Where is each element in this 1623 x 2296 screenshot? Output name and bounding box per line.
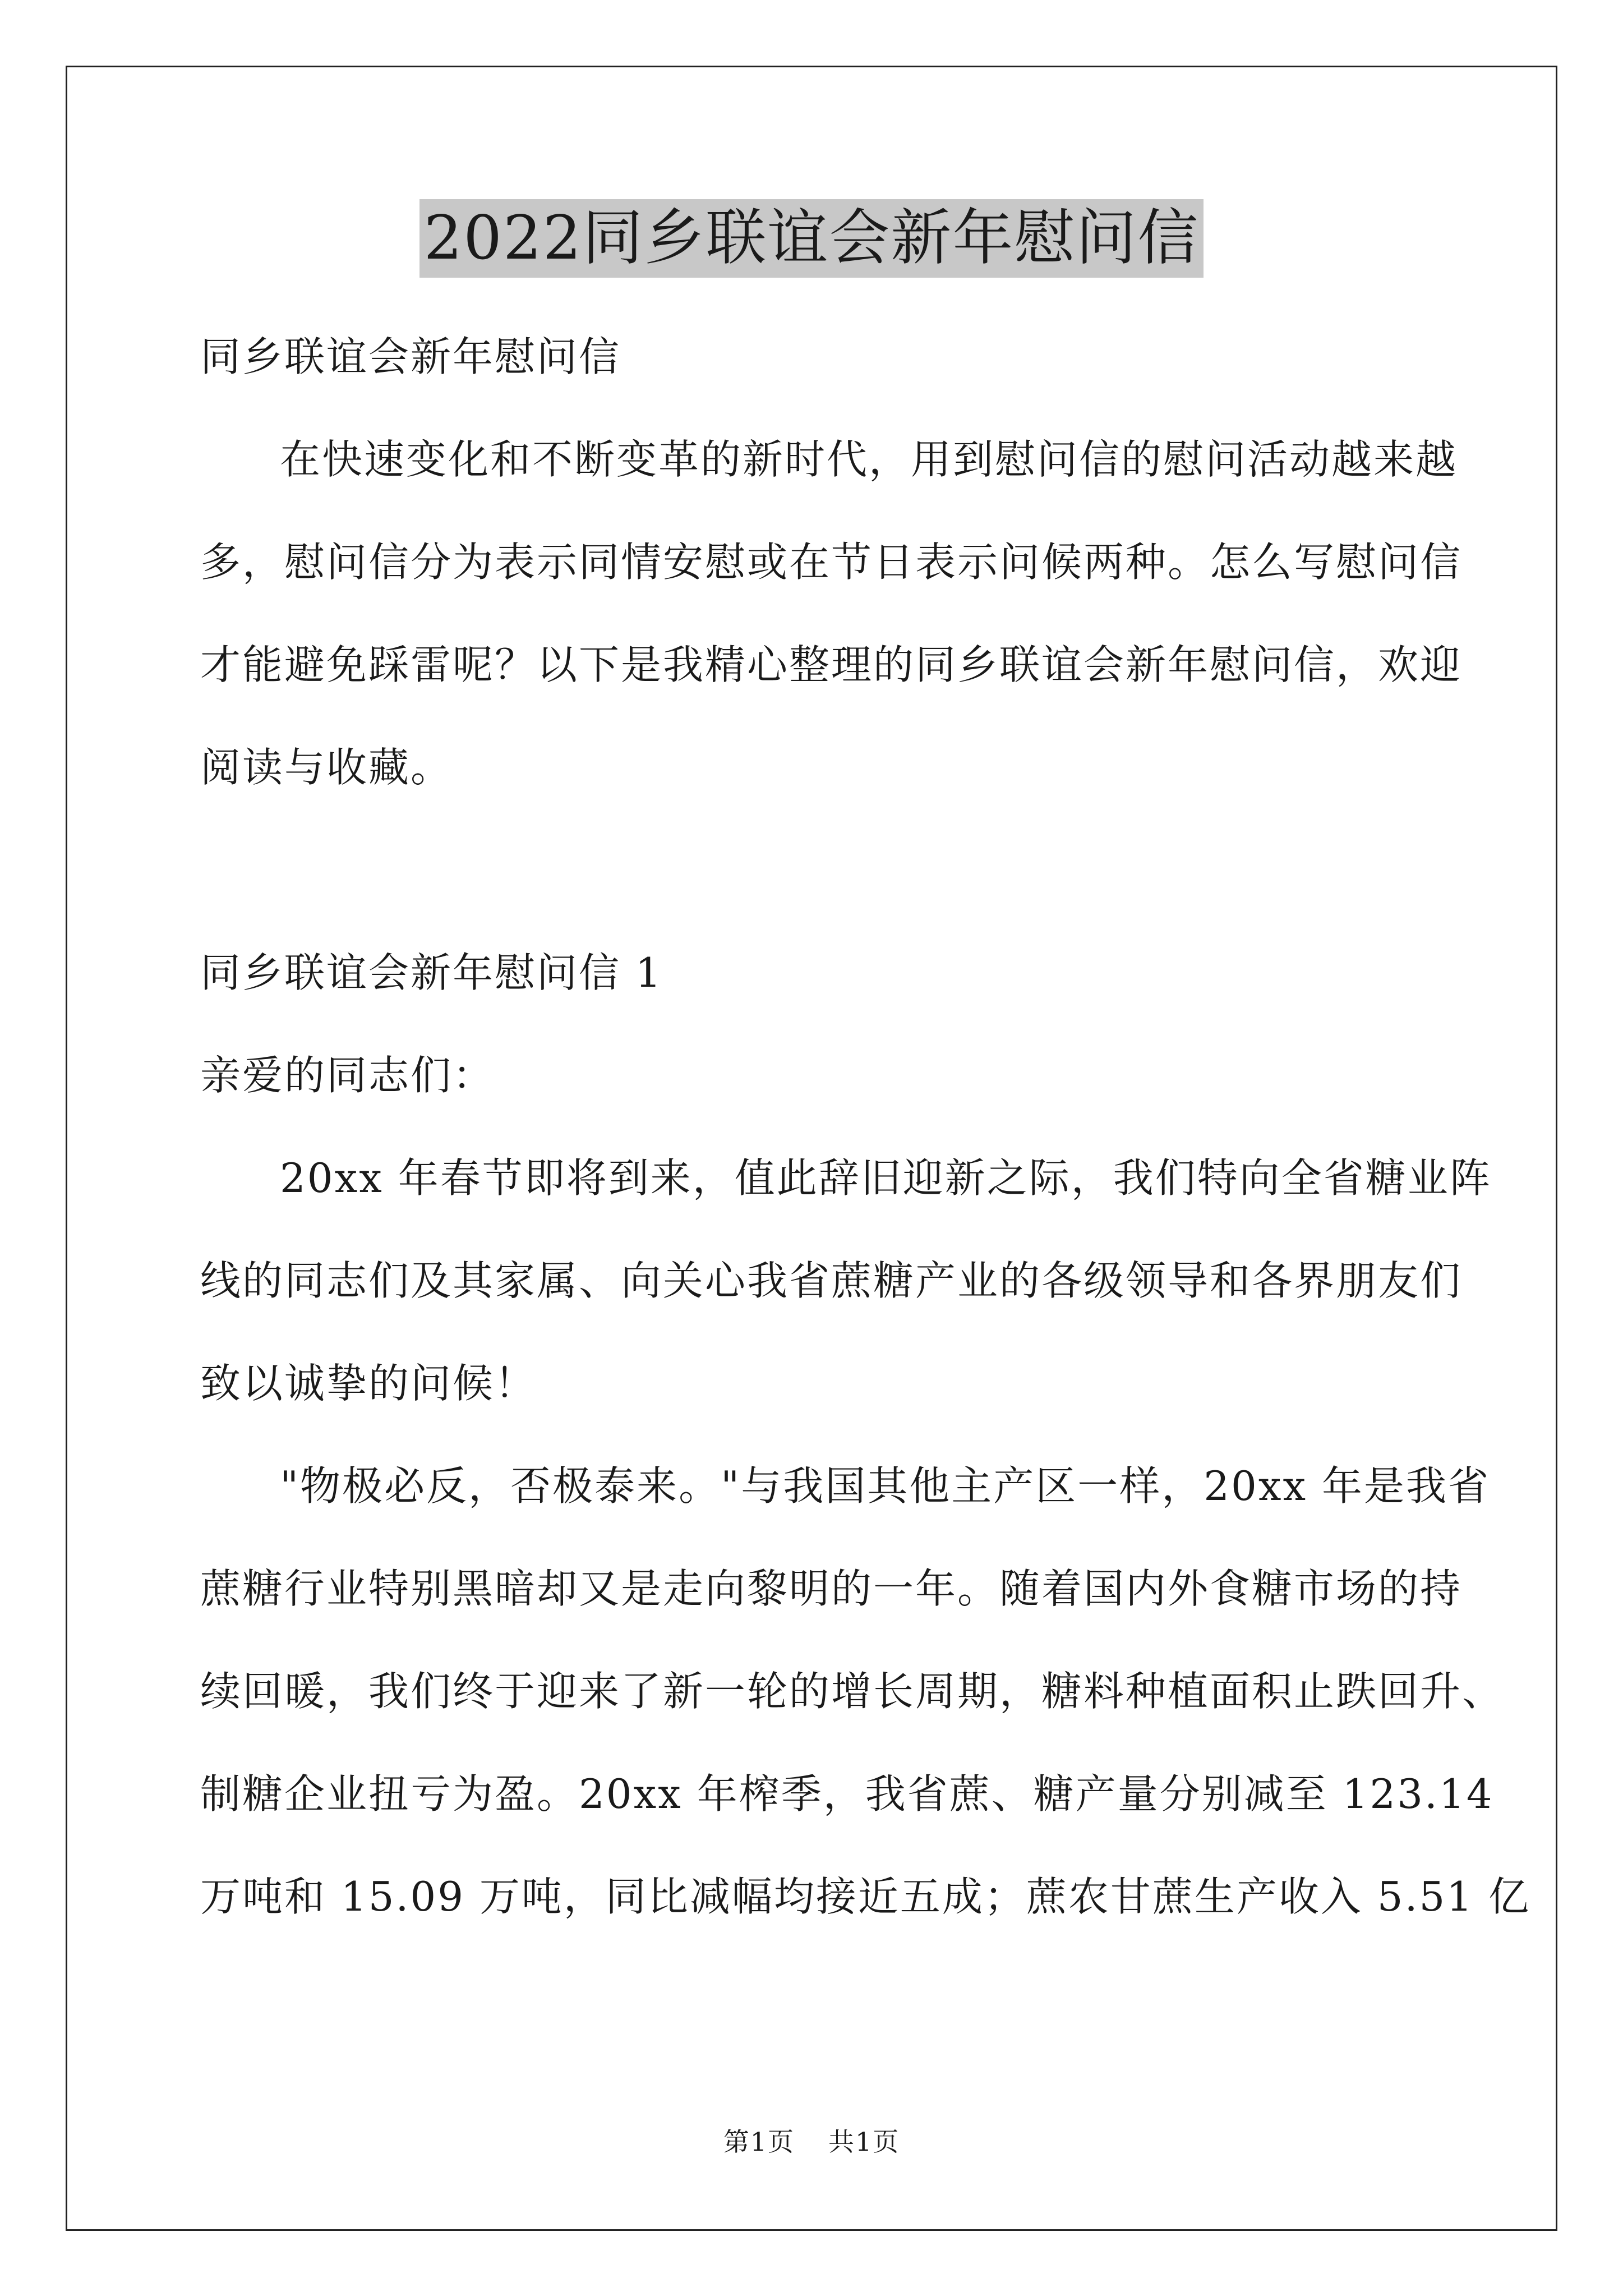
salutation: 亲爱的同志们： bbox=[200, 1052, 495, 1099]
page-footer bbox=[0, 2125, 1623, 2159]
page-number-total: 共1页 bbox=[828, 2127, 900, 2157]
paragraph2-line: 蔗糖行业特别黑暗却又是走向黎明的一年。随着国内外食糖市场的持 bbox=[200, 1565, 1463, 1612]
paragraph2-line: "物极必反，否极泰来。"与我国其他主产区一样，20xx 年是我省 bbox=[280, 1462, 1490, 1510]
title-container bbox=[0, 199, 1623, 278]
intro-line: 在快速变化和不断变革的新时代，用到慰问信的慰问活动越来越 bbox=[280, 436, 1458, 483]
page-number-current: 第1页 bbox=[723, 2127, 795, 2157]
intro-line: 才能避免踩雷呢？以下是我精心整理的同乡联谊会新年慰问信，欢迎 bbox=[200, 641, 1463, 688]
paragraph1-line: 20xx 年春节即将到来，值此辞旧迎新之际，我们特向全省糖业阵 bbox=[280, 1154, 1492, 1202]
document-body bbox=[200, 306, 1530, 1948]
section-heading: 同乡联谊会新年慰问信 1 bbox=[200, 949, 663, 996]
paragraph2-line: 续回暖，我们终于迎来了新一轮的增长周期，糖料种植面积止跌回升、 bbox=[200, 1668, 1505, 1715]
subtitle: 同乡联谊会新年慰问信 bbox=[200, 333, 621, 380]
paragraph1-line: 致以诚挚的问候！ bbox=[200, 1360, 537, 1407]
paragraph1-line: 线的同志们及其家属、向关心我省蔗糖产业的各级领导和各界朋友们 bbox=[200, 1257, 1463, 1304]
intro-line: 多，慰问信分为表示同情安慰或在节日表示问候两种。怎么写慰问信 bbox=[200, 539, 1463, 586]
intro-line: 阅读与收藏。 bbox=[200, 744, 453, 791]
paragraph2-line: 万吨和 15.09 万吨，同比减幅均接近五成；蔗农甘蔗生产收入 5.51 亿 bbox=[200, 1873, 1530, 1920]
paragraph2-line: 制糖企业扭亏为盈。20xx 年榨季，我省蔗、糖产量分别减至 123.14 bbox=[200, 1770, 1494, 1818]
document-title: 2022同乡联谊会新年慰问信 bbox=[419, 199, 1204, 278]
paragraph-gap bbox=[200, 819, 1423, 922]
